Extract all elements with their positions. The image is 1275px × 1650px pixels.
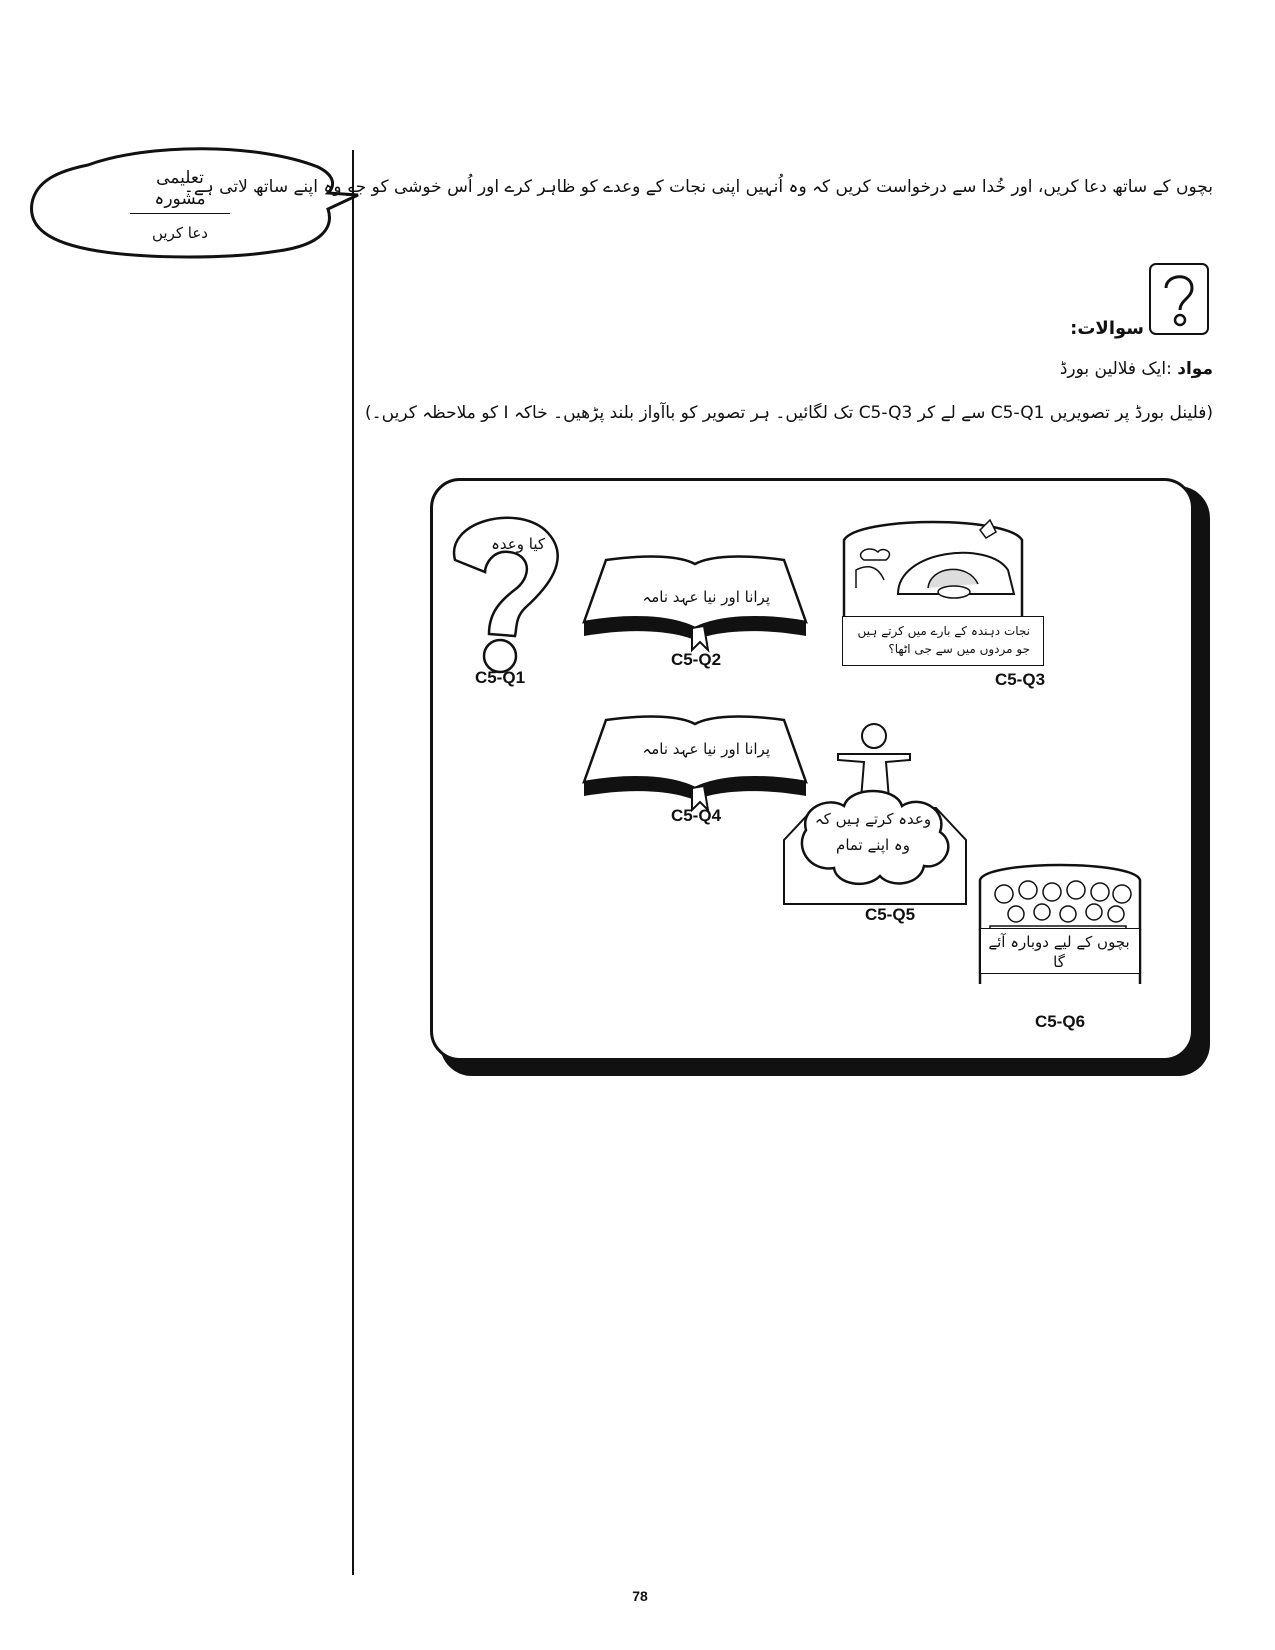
figure-q6-text: بچوں کے لیے دوبارہ آئے گا [988, 933, 1130, 971]
figure-q1-text: کیا وعدہ [491, 535, 545, 553]
figure-q4-caption: C5-Q4 [670, 806, 722, 825]
figure-q2-caption: C5-Q2 [670, 650, 722, 669]
figure-q3-caption: C5-Q3 [994, 670, 1046, 689]
prayer-paragraph: بچوں کے ساتھ دعا کریں، اور خُدا سے درخواست کریں کہ وہ اُنہیں اپنی نجات کے وعدے کو ظاہر کرے اور اُس خوشی کو جو وہ اپنے ساتھ لاتی ہے۔ [183, 177, 1213, 197]
figure-q5-caption: C5-Q5 [864, 905, 916, 924]
materials-line [900, 359, 1213, 379]
bible-figure-2 [580, 712, 810, 814]
instruction-text: (فلینل بورڈ پر تصویریں C5-Q1 سے لے کر C5-Q3 تک لگائیں۔ ہر تصویر کو باآواز بلند پڑھیں۔ خاکہ I کو ملاحظہ کریں۔) [365, 403, 1213, 423]
figure-q4-text: پرانا اور نیا عہد نامہ [642, 740, 770, 758]
figure-q5-text: وعدہ کرتے ہیں کہ وہ اپنے تمام [814, 810, 932, 854]
figure-q1-caption: C5-Q1 [474, 668, 526, 687]
margin-divider [352, 150, 354, 1575]
materials-text: :ایک فلالین بورڈ [1059, 359, 1172, 379]
bubble-subtitle: دعا کریں [152, 224, 208, 242]
figure-q6-caption: C5-Q6 [1034, 1012, 1086, 1031]
figure-q2-text: پرانا اور نیا عہد نامہ [642, 588, 770, 606]
question-mark-figure [445, 508, 563, 678]
bubble-title: تعلیمی مشورہ [130, 168, 230, 214]
page-number: 78 [632, 1588, 648, 1604]
question-mark-icon [1148, 262, 1210, 336]
questions-heading: سوالات: [1070, 318, 1144, 339]
materials-label: مواد [1177, 359, 1213, 379]
figure-q3-text: نجات دہندہ کے بارے میں کرتے ہیں جو مردوں میں سے جی اٹھا؟ [857, 624, 1030, 656]
